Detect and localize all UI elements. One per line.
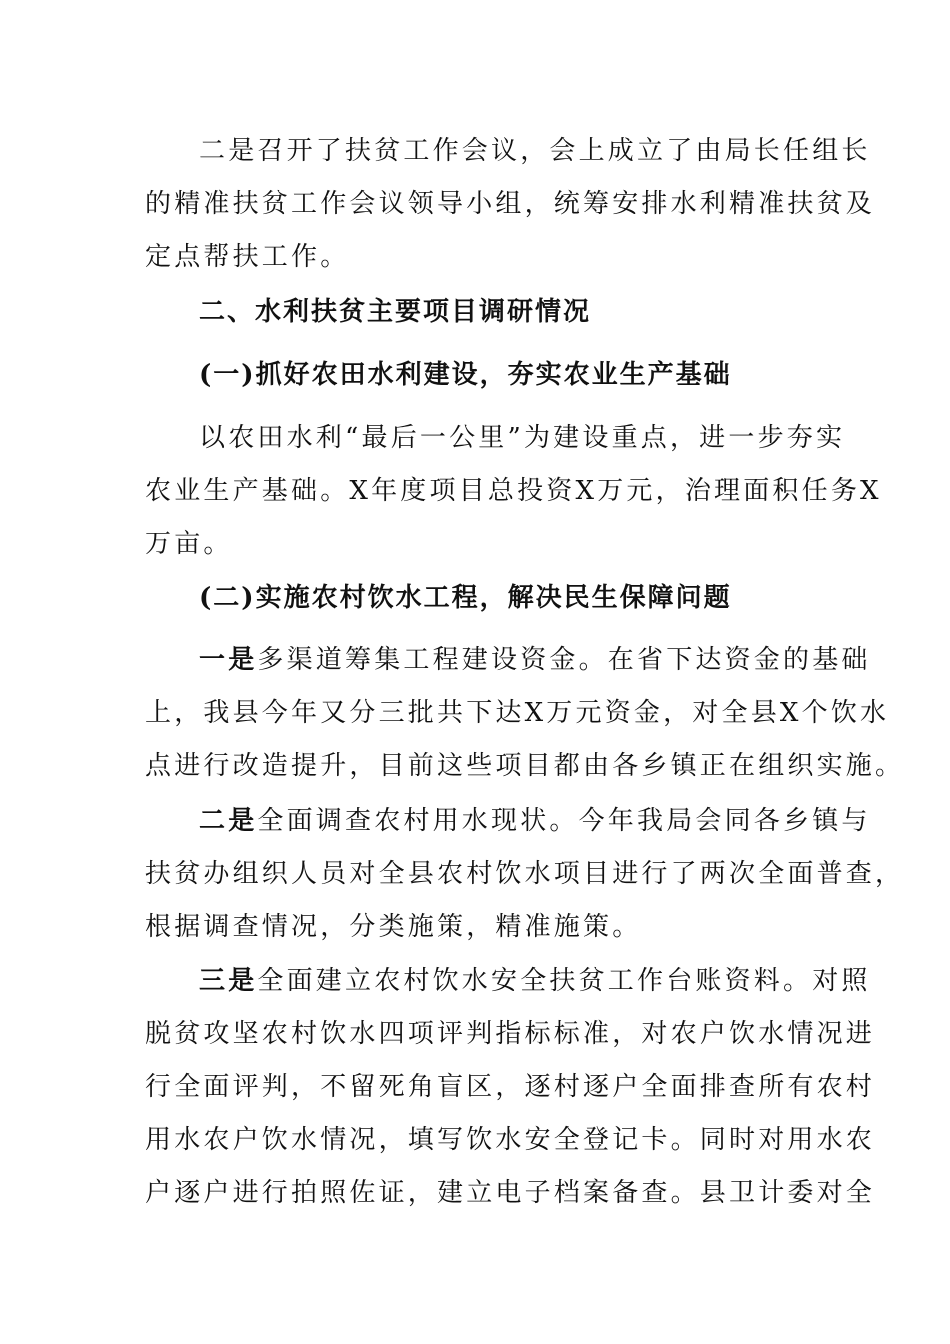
lead-phrase: 三是 — [199, 966, 258, 996]
text-line: 点进行改造提升，目前这些项目都由各乡镇正在组织实施。 — [145, 751, 905, 781]
paragraph-meeting — [145, 125, 876, 284]
text-line: 的精准扶贫工作会议领导小组，统筹安排水利精准扶贫及 — [145, 189, 876, 219]
text-line — [145, 955, 871, 1008]
text-line — [145, 634, 871, 687]
paragraph-ledger — [145, 955, 876, 1220]
text-line: 用水农户饮水情况，填写饮水安全登记卡。同时对用水农 — [145, 1125, 876, 1155]
text-line-body: 全面建立农村饮水安全扶贫工作台账资料。对照 — [257, 966, 871, 996]
text-line: 农业生产基础。X年度项目总投资X万元，治理面积任务X — [145, 476, 882, 506]
lead-phrase: 一是 — [199, 645, 258, 675]
text-line: 万亩。 — [145, 529, 233, 559]
subsection-heading: (二)实施农村饮水工程，解决民生保障问题 — [199, 583, 732, 613]
section-heading: 二、水利扶贫主要项目调研情况 — [199, 297, 592, 327]
text-line-body: 全面调查农村用水现状。今年我局会同各乡镇与 — [257, 806, 871, 836]
text-line-body: 多渠道筹集工程建设资金。在省下达资金的基础 — [257, 645, 871, 675]
text-line: 户逐户进行拍照佐证，建立电子档案备查。县卫计委对全 — [145, 1178, 876, 1208]
text-line: 以农田水利“最后一公里”为建设重点，进一步夯实 — [199, 423, 846, 453]
text-line: 扶贫办组织人员对全县农村饮水项目进行了两次全面普查， — [145, 859, 905, 889]
text-line: 二是召开了扶贫工作会议，会上成立了由局长任组长 — [199, 136, 871, 166]
paragraph-funding — [145, 634, 905, 793]
text-line: 上，我县今年又分三批共下达X万元资金，对全县X个饮水 — [145, 698, 890, 728]
text-line: 定点帮扶工作。 — [145, 242, 350, 272]
paragraph-survey — [145, 795, 905, 954]
subsection-heading: (一)抓好农田水利建设，夯实农业生产基础 — [199, 360, 732, 390]
text-line: 脱贫攻坚农村饮水四项评判指标标准，对农户饮水情况进 — [145, 1019, 876, 1049]
text-line: 行全面评判，不留死角盲区，逐村逐户全面排查所有农村 — [145, 1072, 876, 1102]
text-line: 根据调查情况，分类施策，精准施策。 — [145, 912, 642, 942]
lead-phrase: 二是 — [199, 806, 258, 836]
paragraph-farmland — [145, 412, 882, 571]
text-line — [145, 795, 871, 848]
